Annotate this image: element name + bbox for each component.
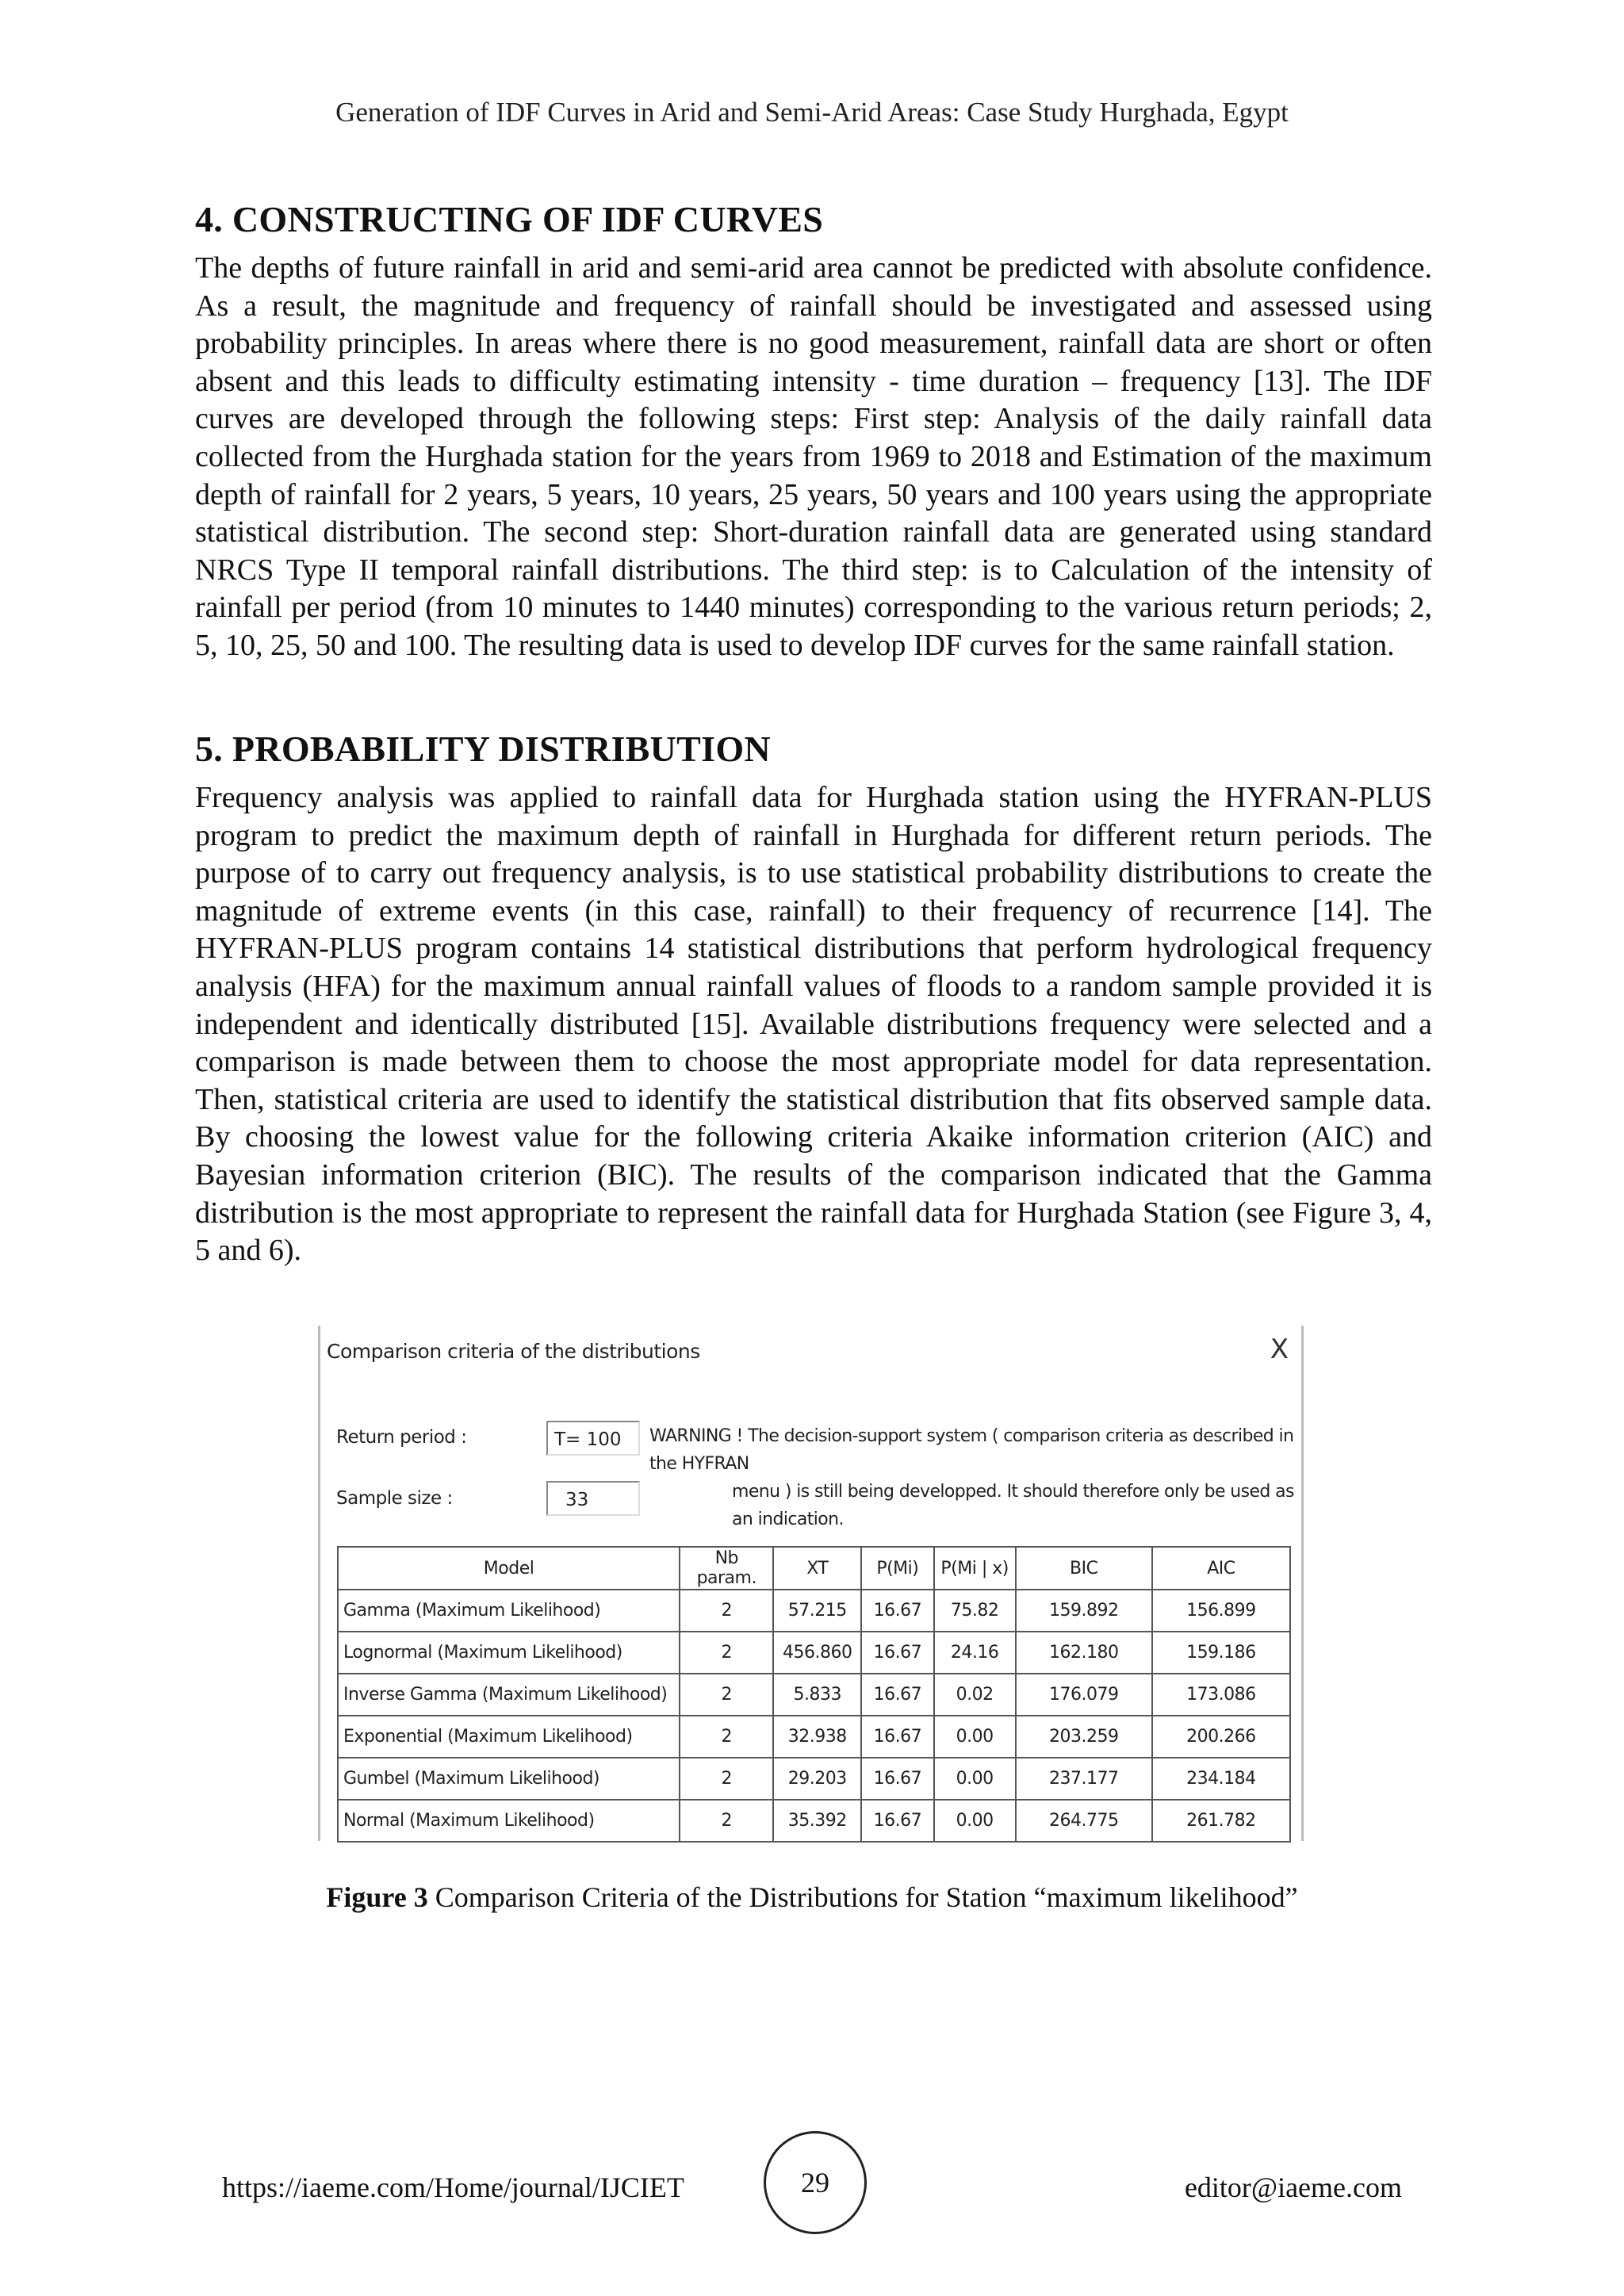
warning-line: menu ) is still being developped. It should therefore only be used as an indication.: [732, 1482, 1294, 1529]
table-cell: 237.177: [1016, 1758, 1152, 1800]
section-heading: 5. PROBABILITY DISTRIBUTION: [195, 729, 771, 769]
table-row: [338, 1800, 1290, 1842]
section-body: The depths of future rainfall in arid and semi-arid area cannot be predicted with absolute confidence. As a result, the magnitude and frequency of rainfall should be investigated and assessed using probability principles. In areas where there is no good measurement, rainfall data are short or often absent and this leads to difficulty estimating intensity - time duration – frequency [13]. The IDF curves are developed through the following steps: First step: Analysis of the daily rainfall data collected from the Hurghada station for the years from 1969 to 2018 and Estimation of the maximum depth of rainfall for 2 years, 5 years, 10 years, 25 years, 50 years and 100 years using the appropriate statistical distribution. The second step: Short-duration rainfall data are generated using standard NRCS Type II temporal rainfall distributions. The third step: is to Calculation of the intensity of rainfall per period (from 10 minutes to 1440 minutes) corresponding to the various return periods; 2, 5, 10, 25, 50 and 100. The resulting data is used to develop IDF curves for the same rainfall station.: [195, 251, 1432, 662]
table-cell: 16.67: [861, 1590, 933, 1632]
figure-comparison-dialog: [318, 1326, 1304, 1841]
table-cell: 2: [680, 1716, 773, 1758]
section-constructing-idf-curves: [195, 198, 1432, 665]
table-cell: 16.67: [861, 1716, 933, 1758]
dialog-title: Comparison criteria of the distributions: [327, 1340, 700, 1363]
close-icon: X: [1270, 1334, 1289, 1365]
table-cell: 35.392: [773, 1800, 861, 1842]
section-body: Frequency analysis was applied to rainfall data for Hurghada station using the HYFRAN-PLUS program to predict the maximum depth of rainfall in Hurghada for different return periods. The purpose of to carry out frequency analysis, is to use statistical probability distributions to create the magnitude of extreme events (in this case, rainfall) to their frequency of recurrence [14]. The HYFRAN-PLUS program contains 14 statistical distributions that perform hydrological frequency analysis (HFA) for the maximum annual rainfall values of floods to a random sample provided it is independent and identically distributed [15]. Available distributions frequency were selected and a comparison is made between them to choose the most appropriate model for data representation. Then, statistical criteria are used to identify the statistical distribution that fits observed sample data. By choosing the lowest value for the following criteria Akaike information criterion (AIC) and Bayesian information criterion (BIC). The results of the comparison indicated that the Gamma distribution is the most appropriate to represent the rainfall data for Hurghada Station (see Figure 3, 4, 5 and 6).: [195, 781, 1432, 1268]
return-period-field: T= 100: [546, 1421, 640, 1456]
section-heading: 4. CONSTRUCTING OF IDF CURVES: [195, 199, 824, 239]
table-cell: 234.184: [1152, 1758, 1290, 1800]
table-cell: 16.67: [861, 1674, 933, 1716]
table-cell: 159.892: [1016, 1590, 1152, 1632]
table-cell: 57.215: [773, 1590, 861, 1632]
table-cell: 261.782: [1152, 1800, 1290, 1842]
column-header: XT: [773, 1547, 861, 1590]
table-cell: 16.67: [861, 1800, 933, 1842]
table-cell: Exponential (Maximum Likelihood): [338, 1716, 680, 1758]
table-cell: Inverse Gamma (Maximum Likelihood): [338, 1674, 680, 1716]
sample-size-field: 33: [546, 1481, 640, 1516]
running-head: Generation of IDF Curves in Arid and Semi-Arid Areas: Case Study Hurghada, Egypt: [335, 97, 1289, 128]
footer-email: editor@iaeme.com: [1184, 2172, 1402, 2203]
table-cell: 156.899: [1152, 1590, 1290, 1632]
table-cell: 2: [680, 1674, 773, 1716]
table-cell: 2: [680, 1632, 773, 1674]
table-cell: 32.938: [773, 1716, 861, 1758]
table-cell: 0.02: [934, 1674, 1016, 1716]
table-cell: 2: [680, 1800, 773, 1842]
warning-message: [649, 1422, 1301, 1533]
table-cell: 2: [680, 1758, 773, 1800]
caption-text: Comparison Criteria of the Distributions for Station “maximum likelihood”: [427, 1881, 1298, 1913]
return-period-label: Return period :: [336, 1427, 467, 1448]
table-cell: 0.00: [934, 1716, 1016, 1758]
footer-url: https://iaeme.com/Home/journal/IJCIET: [222, 2172, 684, 2203]
table-cell: 456.860: [773, 1632, 861, 1674]
page-number: 29: [764, 2131, 867, 2234]
column-header: AIC: [1152, 1547, 1290, 1590]
table-cell: 264.775: [1016, 1800, 1152, 1842]
table-cell: Normal (Maximum Likelihood): [338, 1800, 680, 1842]
table-row: [338, 1758, 1290, 1800]
figure-caption: [0, 1881, 1624, 1914]
column-header: Model: [338, 1547, 680, 1590]
table-cell: Gumbel (Maximum Likelihood): [338, 1758, 680, 1800]
table-row: [338, 1716, 1290, 1758]
warning-line: WARNING ! The decision-support system ( comparison criteria as described in the HYFRAN: [649, 1426, 1294, 1474]
criteria-table: [337, 1546, 1291, 1843]
table-cell: 200.266: [1152, 1716, 1290, 1758]
caption-label: Figure 3: [326, 1881, 428, 1913]
table-cell: 5.833: [773, 1674, 861, 1716]
table-cell: 162.180: [1016, 1632, 1152, 1674]
table-cell: 75.82: [934, 1590, 1016, 1632]
table-row: [338, 1590, 1290, 1632]
column-header: Nb param.: [680, 1547, 773, 1590]
table-cell: 176.079: [1016, 1674, 1152, 1716]
column-header: P(Mi): [861, 1547, 933, 1590]
section-probability-distribution: [195, 728, 1432, 1270]
table-cell: 16.67: [861, 1758, 933, 1800]
column-header: P(Mi | x): [934, 1547, 1016, 1590]
column-header: BIC: [1016, 1547, 1152, 1590]
table-row: [338, 1674, 1290, 1716]
sample-size-label: Sample size :: [336, 1488, 453, 1509]
table-header-row: [338, 1547, 1290, 1590]
table-cell: Lognormal (Maximum Likelihood): [338, 1632, 680, 1674]
table-cell: 24.16: [934, 1632, 1016, 1674]
table-cell: 29.203: [773, 1758, 861, 1800]
table-cell: 0.00: [934, 1800, 1016, 1842]
table-cell: 173.086: [1152, 1674, 1290, 1716]
table-cell: 203.259: [1016, 1716, 1152, 1758]
table-cell: 16.67: [861, 1632, 933, 1674]
table-cell: 0.00: [934, 1758, 1016, 1800]
table-cell: 2: [680, 1590, 773, 1632]
table-cell: Gamma (Maximum Likelihood): [338, 1590, 680, 1632]
table-cell: 159.186: [1152, 1632, 1290, 1674]
table-row: [338, 1632, 1290, 1674]
